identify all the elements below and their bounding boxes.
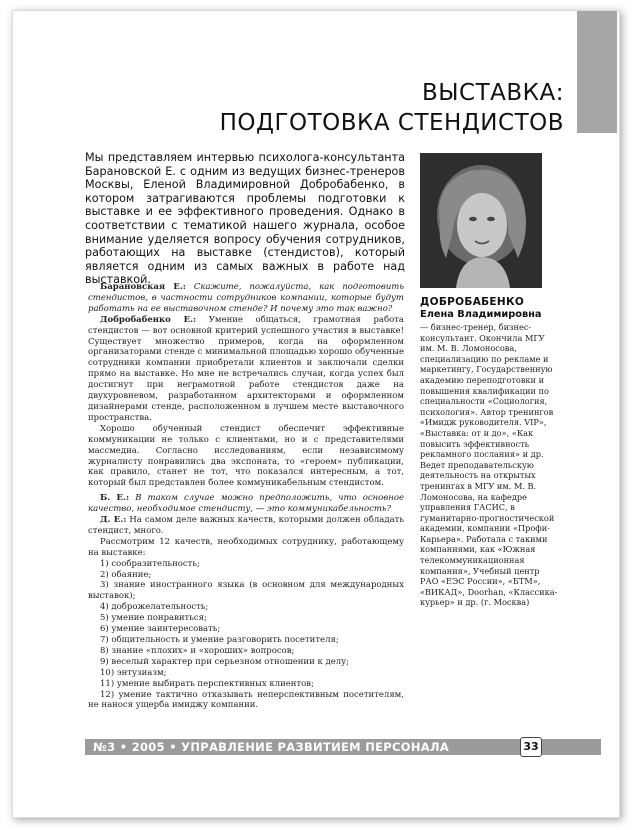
list-item: 4) доброжелательность; <box>100 602 209 613</box>
paragraph: Рассмотрим 12 качеств, необходимых сотруднику, работающему на выставке: <box>88 536 404 558</box>
qualities-list <box>88 559 404 712</box>
list-item: 10) энтузиазм; <box>100 667 167 678</box>
portrait-image <box>420 153 542 288</box>
title-line-2: ПОДГОТОВКА СТЕНДИСТОВ <box>219 110 564 136</box>
question-1 <box>88 282 404 315</box>
list-item: 6) умение заинтересовать; <box>100 624 221 635</box>
answer-1 <box>88 315 404 424</box>
portrait-photo <box>420 153 542 288</box>
paragraph: Хорошо обученный стендист обеспечит эффективные коммуникации не только с клиентами, но и с представителями массмедиа. Согласно исследованиям, если независимому журналисту понравились два экспоната, то «героем» публикации, как правило, станет не тот, что показался интересным, а тот, который был представлен более коммуникабельным стендистом. <box>88 423 404 489</box>
page-number: 33 <box>520 737 542 757</box>
article-body <box>88 282 404 711</box>
page-title <box>220 78 564 138</box>
answer-2 <box>88 515 404 537</box>
corner-tab <box>577 11 617 133</box>
list-item: 11) умение выбирать перспективных клиентов; <box>100 678 314 689</box>
bio-surname: ДОБРОБАБЕНКО <box>420 296 525 308</box>
bio-given-name: Елена Владимировна <box>420 309 542 320</box>
list-item: 2) обаяние; <box>100 569 152 580</box>
footer-text: №3 • 2005 • УПРАВЛЕНИЕ РАЗВИТИЕМ ПЕРСОНАЛА <box>93 740 450 754</box>
footer-bar-end <box>546 739 601 755</box>
intro-paragraph: Мы представляем интервью психолога-консультанта Барановской Е. с одним из ведущих бизнес-тренеров Москвы, Еленой Владимировной Добробабенко, в котором затрагиваются проблемы подготовки к выставке и ее эффективного проведения. Однако в соответствии с тематикой нашего журнала, особое внимание уделяется вопросу обучения сотрудников, работающих на выставке (стендистов), который является одним из самых важных в работе над выставкой. <box>85 151 405 287</box>
speaker-label: Д. Е.: <box>100 515 127 526</box>
answer-text: На самом деле важных качеств, которыми должен обладать стендист, много. <box>88 515 404 536</box>
list-item: 1) сообразительность; <box>100 558 200 569</box>
bio-text: — бизнес-тренер, бизнес-консультант. Окончила МГУ им. М. В. Ломоносова, специализацию по рекламе и маркетингу, Государственную академию переподготовки и повышения квалификации по специальности «Социология, психология». Автор тренингов «Имидж руководителя. VIP», «Выставка: от и до», «Как повысить эффективность рекламного послания» и др. Ведет преподавательскую деятельность на открытых тренингах в МГУ им. М. В. Ломоносова, на кафедре управления ГАСИС, в гуманитарно-прогностической академии, компании «Профи-Карьера». Работала с такими компаниями, как «Южная телекоммуникационная компания», Учебный центр РАО «ЕЭС России», «БТМ», «ВИКАД», Doorhan, «Классика-курьер» и др. (г. Москва) <box>420 322 558 608</box>
answer-text: Умение общаться, грамотная работа стендистов — вот основной критерий успешного участия в выставке! Существует множество примеров, когда на оформленном организаторами стенде с минимальной площадью хорошо обученные сотрудники компании приобретали клиентов и заключали сделки прямо на выставке. Но мне не встречались случаи, когда успех был достигнут при неграмотной работе стендистов даже на двухуровневом, разработанном архитекторами и оформленном дизайнерами стенде, расположенном в лучшем месте выставочного пространства. <box>88 314 405 423</box>
list-item: 7) общительность и умение разговорить посетителя; <box>100 635 339 645</box>
title-line-1: ВЫСТАВКА: <box>421 80 564 106</box>
list-item: 3) знание иностранного языка (в основном для международных выставок); <box>88 580 404 602</box>
speaker-label: Добробабенко Е.: <box>100 314 197 325</box>
question-text: В таком случае можно предположить, что основное качество, необходимое стендисту, — это коммуникабельность? <box>88 493 404 515</box>
list-item: 5) умение понравиться; <box>100 613 207 624</box>
list-item: 12) умение тактично отказывать неперспективным посетителям, не нанося ущерба имиджу компании. <box>88 689 404 711</box>
question-text: Скажите, пожалуйста, как подготовить стендистов, в частности сотрудников компании, которые будут работать на ее выставочном стенде? И почему это так важно? <box>88 282 404 314</box>
speaker-label: Б. Е.: <box>100 493 130 504</box>
speaker-label: Барановская Е.: <box>100 282 186 292</box>
list-item: 8) знание «плохих» и «хороших» вопросов; <box>100 645 295 656</box>
bio-heading <box>420 296 590 320</box>
list-item: 9) веселый характер при серьезном отношении к делу; <box>100 656 349 667</box>
question-2 <box>88 493 404 515</box>
